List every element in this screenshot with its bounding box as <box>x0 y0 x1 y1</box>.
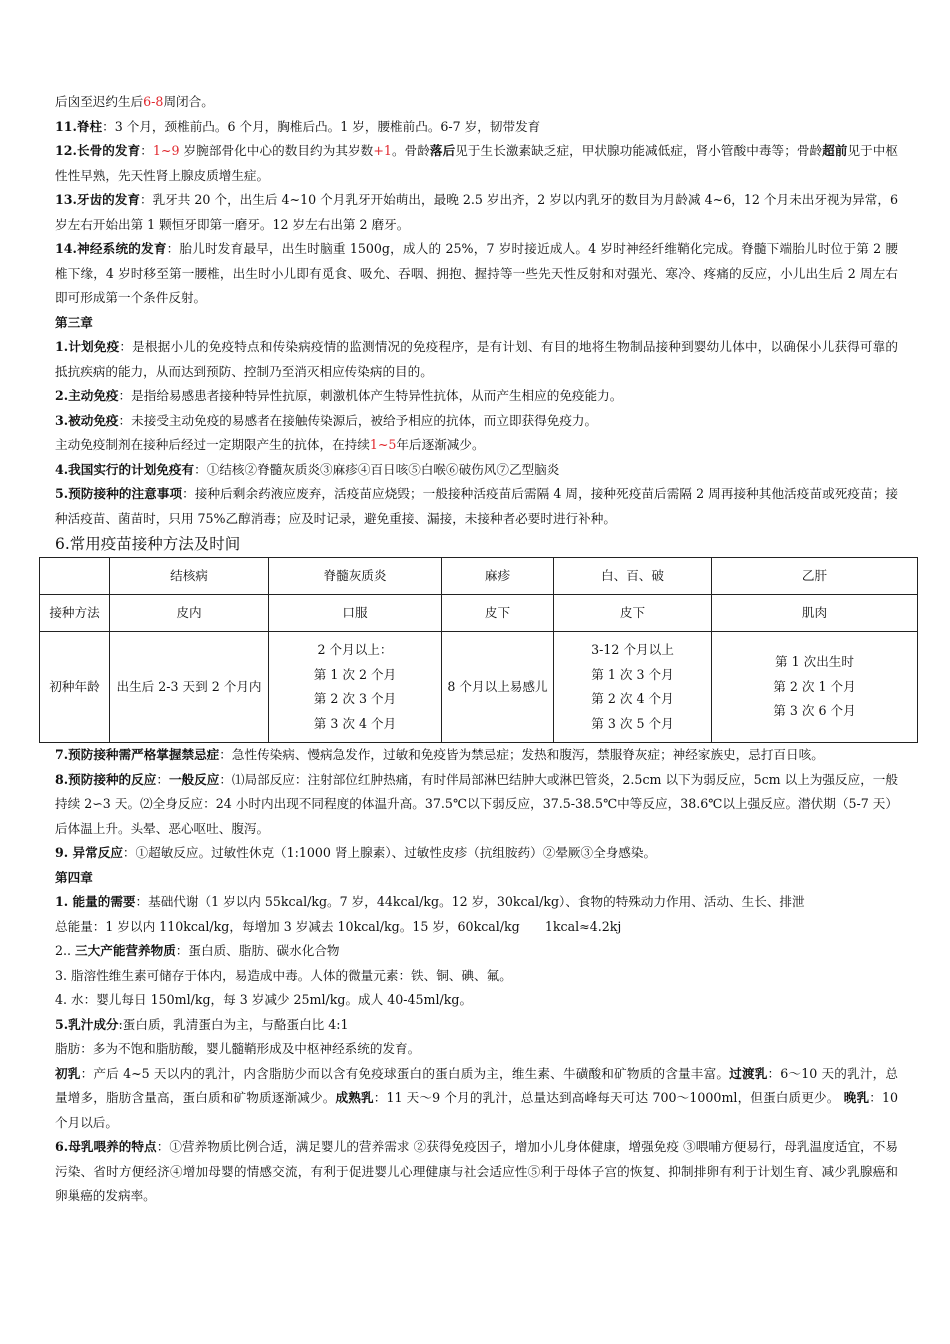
age-label: 初种年龄 <box>40 632 110 743</box>
vitamins-line: 3. 脂溶性维生素可储存于体内，易造成中毒。人体的微量元素：铁、铜、碘、氟。 <box>55 967 512 983</box>
fontanelle-line: 后囟至迟约生后6-8周闭合。 <box>55 94 214 109</box>
table-row-age <box>40 632 918 743</box>
header-cell-dtp: 白、百、破 <box>554 558 712 595</box>
china-schedule-paragraph: 4.我国实行的计划免疫有：①结核②脊髓灰质炎③麻疹④百日咳⑤白喉⑥破伤风⑦乙型脑炎 <box>55 461 560 477</box>
long-bone-paragraph: 12.长骨的发育：1~9 岁腕部骨化中心的数目约为其岁数+1。骨龄落后见于生长激素缺乏症，甲状腺功能减低症，肾小管酸中毒等；骨龄超前见于中枢性性早熟，先天性肾上腺皮质增生症。 <box>55 143 899 183</box>
milk-stages-paragraph: 初乳：产后 4~5 天以内的乳汁，内含脂肪少而以含有免疫球蛋白的蛋白质为主，维生素、牛磺酸和矿物质的含量丰富。过渡乳：6～10 天的乳汁，总量增多，脂肪含量高，蛋白质和矿物质逐渐减少。成熟乳：11 天～9 个月的乳汁，总量达到高峰每天可达 700～1000ml，但蛋白质更少。 晚乳：10 个月以后。 <box>55 1065 899 1130</box>
fat-line: 脂肪：多为不饱和脂肪酸，婴儿髓鞘形成及中枢神经系统的发育。 <box>55 1041 421 1056</box>
header-cell-tb: 结核病 <box>110 558 269 595</box>
passive-immunity-paragraph: 3.被动免疫：未接受主动免疫的易感者在接触传染源后，被给予相应的抗体，而立即获得免疫力。 <box>55 412 598 428</box>
header-cell-hepb: 乙肝 <box>712 558 918 595</box>
table-header-row <box>40 558 918 595</box>
age-cell: 8 个月以上易感儿 <box>442 632 554 743</box>
spine-paragraph: 11.脊柱：3 个月，颈椎前凸。6 个月，胸椎后凸。1 岁，腰椎前凸。6-7 岁，韧带发育 <box>55 118 541 134</box>
contraindications-paragraph: 7.预防接种需严格掌握禁忌症：急性传染病、慢病急发作，过敏和免疫皆为禁忌症；发热和腹泻，禁服脊灰症；神经家族史，忌打百日咳。 <box>55 747 824 762</box>
header-cell-polio: 脊髓灰质炎 <box>269 558 442 595</box>
table-row-method <box>40 595 918 632</box>
active-immunity-paragraph: 2.主动免疫：是指给易感患者接种特异性抗原，刺激机体产生特异性抗体，从而产生相应的免疫能力。 <box>55 388 623 403</box>
planned-immunization-paragraph: 1.计划免疫：是根据小儿的免疫特点和传染病疫情的监测情况的免疫程序，是有计划、有目的地将生物制品接种到婴幼儿体中，以确保小儿获得可靠的抵抗疾病的能力，从而达到预防、控制乃至消灭相应传染病的目的。 <box>55 339 898 379</box>
abnormal-reactions-paragraph: 9. 异常反应：①超敏反应。过敏性休克（1:1000 肾上腺素）、过敏性皮疹（抗组胺药）②晕厥③全身感染。 <box>55 845 657 860</box>
method-cell: 皮内 <box>110 595 269 632</box>
teeth-paragraph: 13.牙齿的发育：乳牙共 20 个，出生后 4~10 个月乳牙开始萌出，最晚 2.5 岁出齐，2 岁以内乳牙的数目为月龄减 4~6，12 个月未出牙视为异常，6 岁左右开始出第 1 颗恒牙即第一磨牙。12 岁左右出第 2 磨牙。 <box>55 192 898 232</box>
breastfeeding-paragraph: 6.母乳喂养的特点：①营养物质比例合适，满足婴儿的营养需求 ②获得免疫因子，增加小儿身体健康，增强免疫 ③喂哺方便易行，母乳温度适宜，不易污染、省时方便经济④增加母婴的情感交流，有利于促进婴儿心理健康与社会适应性⑤利于母体子宫的恢复、抑制排卵有利于计划生育、减少乳腺癌和卵巢癌的发病率。 <box>55 1139 898 1203</box>
method-cell: 口服 <box>269 595 442 632</box>
water-line: 4. 水：婴儿每日 150ml/kg，每 3 岁减少 25ml/kg。成人 40-45ml/kg。 <box>55 992 473 1007</box>
energy-paragraph: 1. 能量的需要：基础代谢（1 岁以内 55kcal/kg。7 岁，44kcal/kg。12 岁，30kcal/kg）、食物的特殊动力作用、活动、生长、排泄 <box>55 894 805 909</box>
milk-composition-line: 5.乳汁成分:蛋白质，乳清蛋白为主，与酪蛋白比 4:1 <box>55 1016 349 1032</box>
macronutrients-line: 2.. 三大产能营养物质：蛋白质、脂肪、碳水化合物 <box>55 943 340 958</box>
vaccine-table <box>39 557 918 743</box>
age-cell: 2 个月以上： 第 1 次 2 个月 第 2 次 3 个月 第 3 次 4 个月 <box>269 632 442 743</box>
total-energy-line: 总能量：1 岁以内 110kcal/kg，每增加 3 岁减去 10kcal/kg。15 岁，60kcal/kg 1kcal≈4.2kj <box>55 918 622 934</box>
antibody-duration-line: 主动免疫制剂在接种后经过一定期限产生的抗体，在持续1~5年后逐渐减少。 <box>55 437 485 452</box>
vaccine-table-title: 6.常用疫苗接种方法及时间 <box>55 535 241 553</box>
method-cell: 皮下 <box>554 595 712 632</box>
chapter-4-heading: 第四章 <box>55 869 93 885</box>
header-cell-empty <box>40 558 110 595</box>
method-label: 接种方法 <box>40 595 110 632</box>
age-cell: 第 1 次出生时 第 2 次 1 个月 第 3 次 6 个月 <box>712 632 918 743</box>
age-cell: 出生后 2-3 天到 2 个月内 <box>110 632 269 743</box>
method-cell: 皮下 <box>442 595 554 632</box>
header-cell-measles: 麻疹 <box>442 558 554 595</box>
reactions-paragraph: 8.预防接种的反应：一般反应：⑴局部反应：注射部位红肿热痛，有时伴局部淋巴结肿大或淋巴管炎，2.5cm 以下为弱反应，5cm 以上为强反应，一般持续 2∽3 天。⑵全身反应：24 小时内出现不同程度的体温升高。37.5℃以下弱反应，37.5-38.5℃中等反应，38.6℃以上强反应。潜伏期（5-7 天）后体温上升。头晕、恶心呕吐、腹泻。 <box>55 771 899 836</box>
nervous-paragraph: 14.神经系统的发育：胎儿时发育最早，出生时脑重 1500g，成人的 25%，7 岁时接近成人。4 岁时神经纤维鞘化完成。脊髓下端胎儿时位于第 2 腰椎下缘，4 岁时移至第一腰椎，出生时小儿即有觅食、吸允、吞咽、拥抱、握持等一些先天性反射和对强光、寒冷、疼痛的反应，小儿出生后 2 周左右即可形成第一个条件反射。 <box>55 241 898 305</box>
vaccination-notes-paragraph: 5.预防接种的注意事项：接种后剩余药液应废弃，活疫苗应烧毁；一般接种活疫苗后需隔 4 周，接种死疫苗后需隔 2 周再接种其他活疫苗或死疫苗；接种活疫苗、菌苗时，只用 75%乙醇消毒；应及时记录，避免重接、漏接，未接种者必要时进行补种。 <box>55 486 898 526</box>
chapter-3-heading: 第三章 <box>55 314 93 330</box>
method-cell: 肌肉 <box>712 595 918 632</box>
age-cell: 3-12 个月以上 第 1 次 3 个月 第 2 次 4 个月 第 3 次 5 个月 <box>554 632 712 743</box>
